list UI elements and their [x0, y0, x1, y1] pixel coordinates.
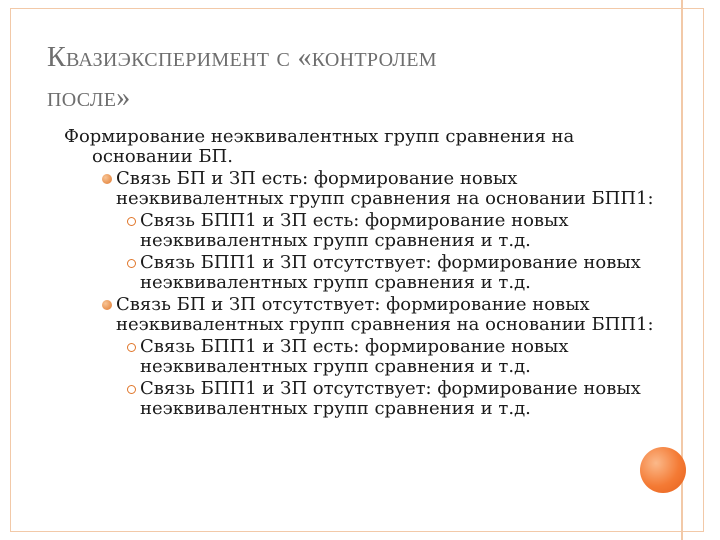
hollow-circle-bullet-icon — [127, 385, 136, 394]
branch-1-sub-1-text: Связь БПП1 и ЗП есть: формирование новых неэквивалентных групп сравнения и т.д. — [140, 210, 569, 251]
branch-2-text: Связь БП и ЗП отсутствует: формирование новых неэквивалентных групп сравнения на основании БПП1: — [116, 294, 654, 335]
slide-title-line-2: после» — [47, 82, 131, 113]
filled-circle-bullet-icon — [102, 174, 112, 184]
branch-2-sub-2-text: Связь БПП1 и ЗП отсутствует: формирование новых неэквивалентных групп сравнения и т.д. — [140, 378, 641, 419]
branch-1-sub-2-text: Связь БПП1 и ЗП отсутствует: формирование новых неэквивалентных групп сравнения и т.д. — [140, 252, 641, 293]
branch-1-sub-1 — [64, 211, 664, 251]
slide-title — [47, 38, 607, 118]
branch-2-sub-2 — [64, 379, 664, 419]
intro-paragraph: Формирование неэквивалентных групп сравнения на основании БП. — [64, 126, 575, 167]
branch-2-sub-1 — [64, 337, 664, 377]
hollow-circle-bullet-icon — [127, 259, 136, 268]
slide-content — [64, 127, 664, 419]
branch-2-sub-1-text: Связь БПП1 и ЗП есть: формирование новых неэквивалентных групп сравнения и т.д. — [140, 336, 569, 377]
branch-2 — [64, 295, 664, 335]
branch-1 — [64, 169, 664, 209]
branch-1-sub-2 — [64, 253, 664, 293]
orange-orb-icon — [640, 447, 686, 493]
slide-title-line-1: Квазиэксперимент с «контролем — [47, 42, 437, 73]
hollow-circle-bullet-icon — [127, 343, 136, 352]
branch-1-text: Связь БП и ЗП есть: формирование новых неэквивалентных групп сравнения на основании БПП1: — [116, 168, 654, 209]
hollow-circle-bullet-icon — [127, 217, 136, 226]
filled-circle-bullet-icon — [102, 300, 112, 310]
